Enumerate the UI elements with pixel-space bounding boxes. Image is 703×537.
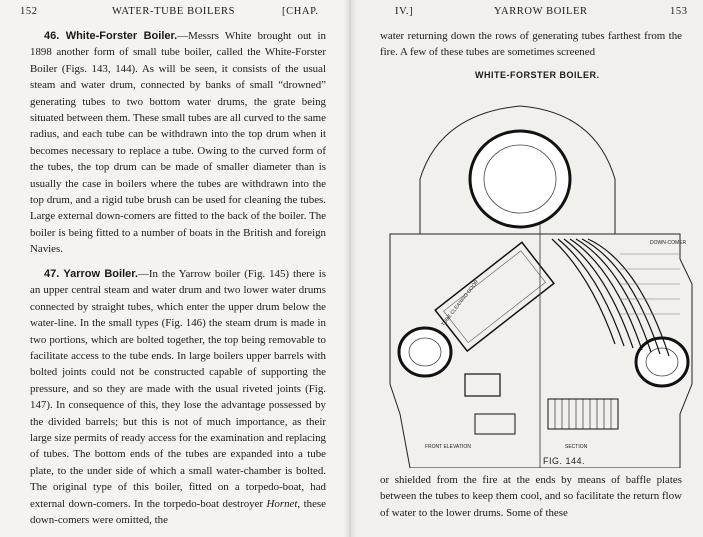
right-top-text: water returning down the rows of generating tubes farthest from the fire. A few of these tubes are sometimes screened <box>380 30 682 59</box>
figure-caption: FIG. 144. <box>543 456 586 466</box>
section-46-paragraph <box>30 28 326 258</box>
right-chapter-mark: IV.] <box>395 6 414 17</box>
section-46-heading: 46. White-Forster Boiler. <box>44 30 178 42</box>
right-running-title: YARROW BOILER <box>494 6 588 17</box>
section-47-heading: 47. Yarrow Boiler. <box>44 268 138 280</box>
section-47-paragraph <box>30 266 326 529</box>
front-elevation-label: FRONT ELEVATION <box>425 444 471 450</box>
tube-cleaning-door-panel <box>435 242 554 351</box>
left-chapter-mark: [CHAP. <box>282 6 319 17</box>
fire-door <box>465 374 500 396</box>
left-running-title: WATER-TUBE BOILERS <box>112 6 236 17</box>
boiler-figure <box>380 84 702 468</box>
right-page-number: 153 <box>670 6 688 17</box>
section-47-body-1: —In the Yarrow boiler (Fig. 145) there is an upper central steam and water drum and two lower water drums connected by straight tubes, which enter the upper drum below the water-line. In the small types (Fig. 146) the steam drum is made in two portions, which are bolted together, the top being removable to facilitate access to the tube ends. In large boilers upper barrels with bolted joints could not be constructed capable of supporting the pressure, and so they are made with the usual riveted joints (Fig. 147). In consequence of this, they lose the advantage possessed by the divided barrels; but this is not of much importance, as their large size permits of ready access for the examination and replacing of tubes. The bottom ends of the tubes are expanded into a tube plate, to the under side of which a small water-chamber is bolted. The original type of this boiler, fitted on a torpedo-boat, had external down-comers. In the torpedo-boat destroyer <box>30 268 326 510</box>
figure-title: WHITE-FORSTER BOILER. <box>475 70 600 80</box>
side-note-label: DOWN-COMER <box>650 240 687 246</box>
section-46-body: —Messrs White brought out in 1898 another form of small tube boiler, called the White-Forster Boiler (Figs. 143, 144). As will be seen, it consists of the usual steam and water drum, connected by banks of small “drowned” generating tubes to two bottom water drums, the grate being situated between them. These small tubes are all curved to the same radius, and each tube can be withdrawn into the top drum when it becomes necessary to replace a tube. Owing to the curved form of the tubes, the top drum can be made of smaller diameter than is usually the case in boilers where the tubes are withdrawn into the top drum, and a rigid tube brush can be used for cleaning the tubes. Large external down-comers are fitted to the back of the boiler. The boiler is being fitted to a number of boats in the British and foreign Navies. <box>30 30 326 256</box>
left-water-drum <box>399 328 451 376</box>
book-gutter <box>343 0 357 537</box>
right-bottom-text: or shielded from the fire at the ends by means of baffle plates between the tubes to keep them cool, and so facilitate the return flow of water to the lower drums. Some of these <box>380 474 682 519</box>
tube-cleaning-door-label: TUBE CLEANING DOOR <box>440 279 481 328</box>
right-water-drum <box>636 338 688 386</box>
left-page-number: 152 <box>20 6 38 17</box>
ship-name: Hornet <box>266 497 298 510</box>
section-47-body-2: , these down-comers were omitted, the <box>30 497 326 527</box>
section-label: SECTION <box>565 444 588 450</box>
left-page <box>0 0 350 537</box>
